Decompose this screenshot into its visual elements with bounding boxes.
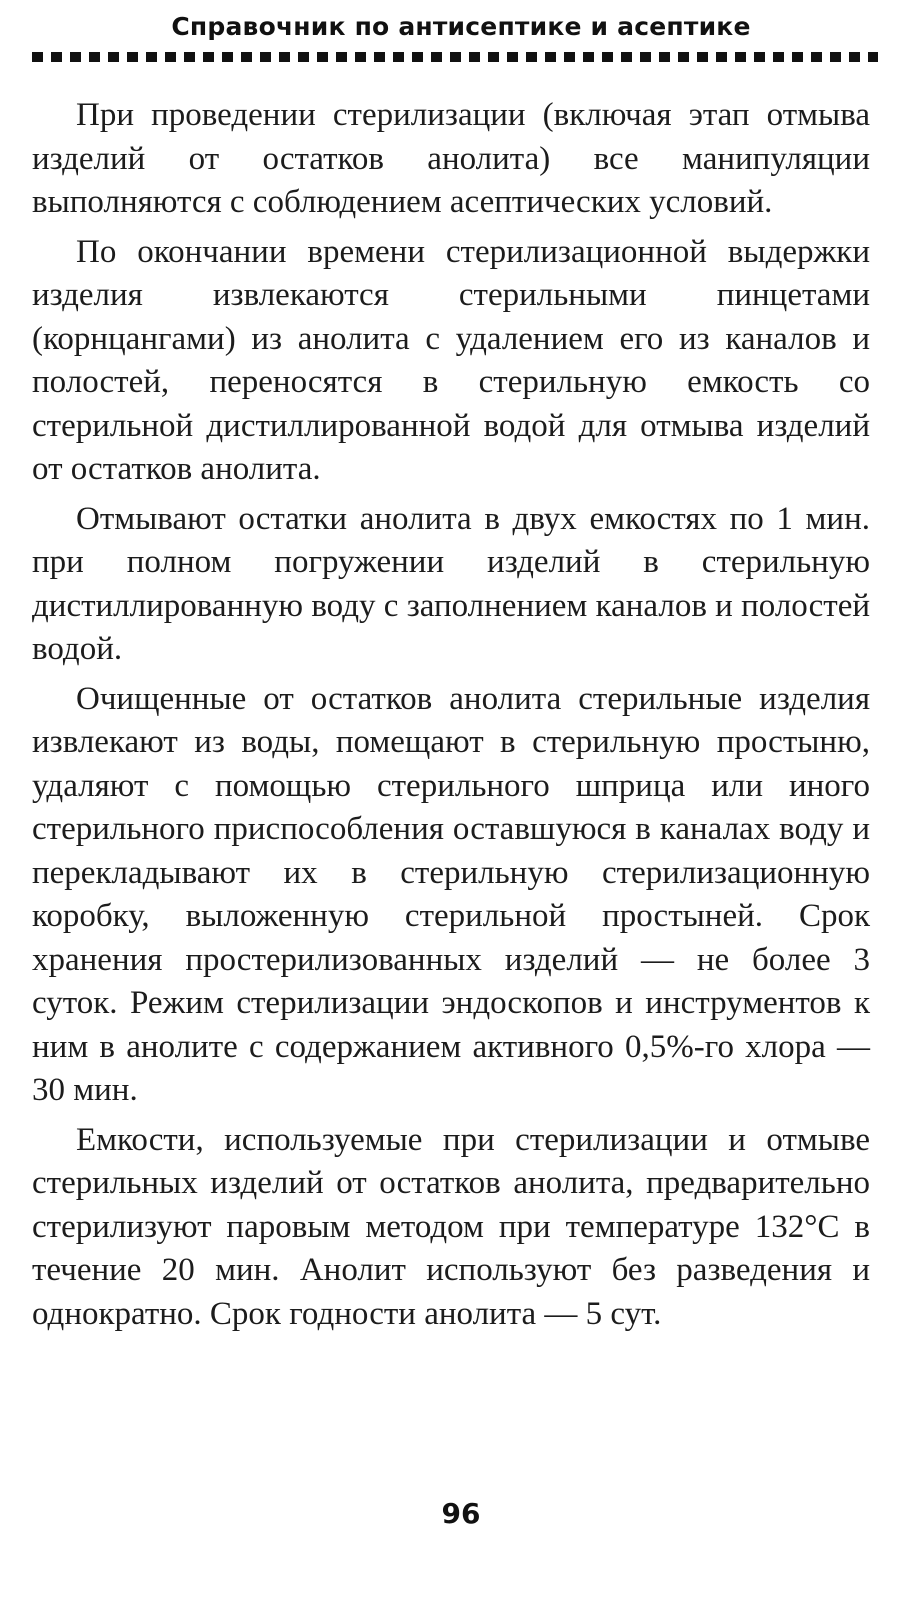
paragraph: Емкости, используемые при стерилизации и отмыве стерильных изделий от остатков анолита, предварительно стерилизуют паровым методом при температуре 132°С в течение 20 мин. Анолит используют без разведения и однократно. Срок годности анолита — 5 сут.	[32, 1121, 870, 1332]
paragraph: При проведении стерилизации (включая этап отмыва изделий от остатков анолита) все манипуляции выполняются с соблюдением асептических условий.	[32, 97, 870, 220]
page-number: 96	[441, 1497, 481, 1530]
paragraph: По окончании времени стерилизационной выдержки изделия извлекаются стерильными пинцетами (корнцангами) из анолита с удалением его из каналов и полостей, переносятся в стерильную емкость со стерильной дистиллированной водой для отмыва изделий от остатков анолита.	[32, 233, 870, 487]
paragraph: Отмывают остатки анолита в двух емкостях по 1 мин. при полном погружении изделий в стерильную дистиллированную воду с заполнением каналов и полостей водой.	[32, 500, 870, 667]
paragraph: Очищенные от остатков анолита стерильные изделия извлекают из воды, помещают в стерильную простыню, удаляют с помощью стерильного шприца или иного стерильного приспособления оставшуюся в каналах воду и перекладывают их в стерильную стерилизационную коробку, выложенную стерильной простыней. Срок хранения простерилизованных изделий — не более 3 суток. Режим стерилизации эндоскопов и инструментов к ним в анолите с содержанием активного 0,5%-го хлора — 30 мин.	[32, 680, 870, 1108]
header-dotted-rule	[32, 52, 878, 62]
body-text	[32, 94, 870, 1342]
running-header: Справочник по антисептике и асептике	[171, 12, 751, 41]
